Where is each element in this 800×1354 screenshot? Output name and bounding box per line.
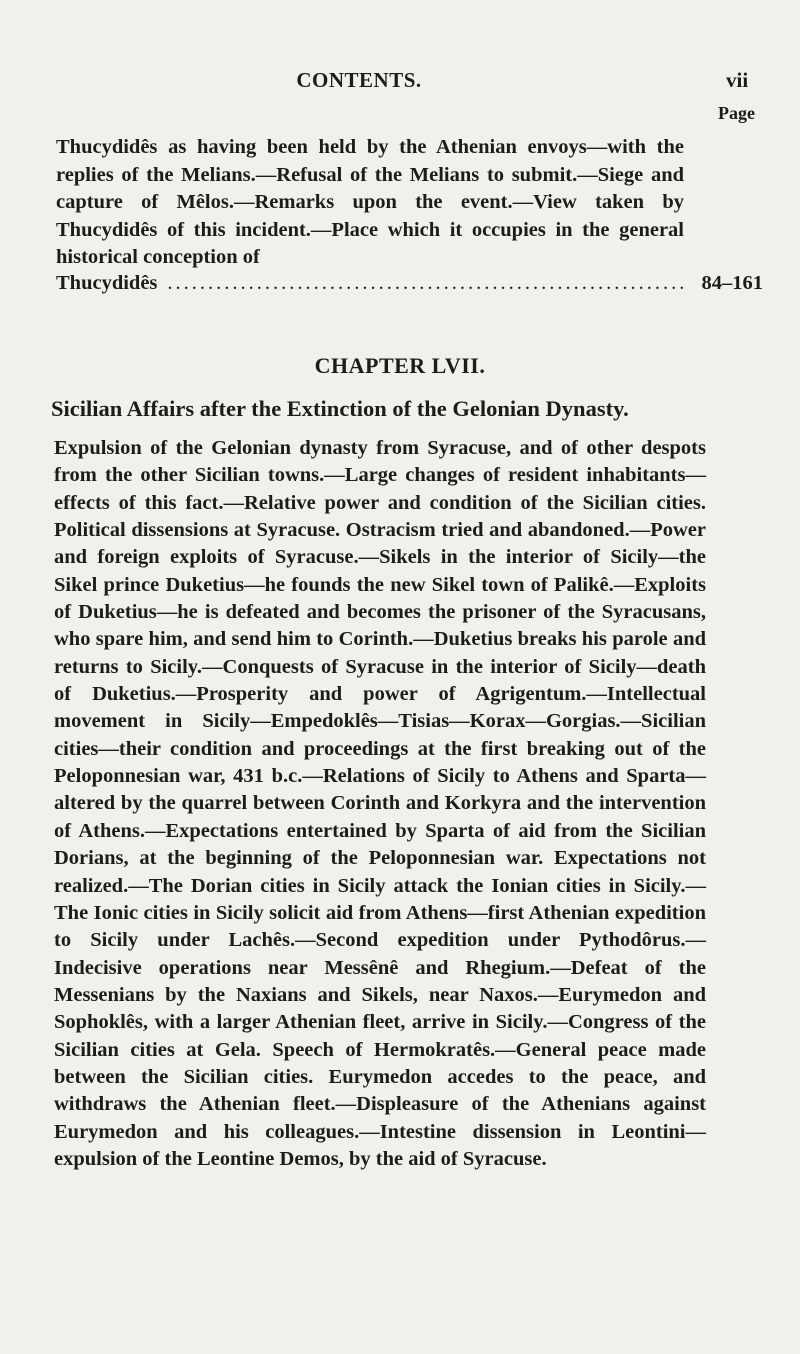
chapter-heading: CHAPTER LVII. [314, 353, 486, 378]
chapter-summary: Expulsion of the Gelonian dynasty from Syracuse, and of other despots from the other Sicilian towns.—Large changes of resident inhabitants—effects of this fact.—Relative power and condition of the Sicilian cities. Political dissensions at Syracuse. Ostracism tried and abandoned.—Power and foreign exploits of Syracuse.—Sikels in the interior of Sicily—the Sikel prince Duketius—he founds the new Sikel town of Palikê.—Exploits of Duketius—he is defeated and becomes the prisoner of the Syracusans, who spare him, and send him to Corinth.—Duketius breaks his parole and returns to Sicily.—Conquests of Syracuse in the interior of Sicily—death of Duketius.—Prosperity and power of Agrigentum.—Intellectual movement in Sicily—Empedoklês—Tisias—Korax—Gorgias.—Sicilian cities—their condition and proceedings at the first breaking out of the Peloponnesian war, 431 b.c.—Relations of Sicily to Athens and Sparta—altered by the quarrel between Corinth and Korkyra and the intervention of Athens.—Expectations entertained by Sparta of aid from the Sicilian Dorians, at the beginning of the Peloponnesian war. Expectations not realized.—The Dorian cities in Sicily attack the Ionian cities in Sicily.—The Ionic cities in Sicily solicit aid from Athens—first Athenian expedition to Sicily under Lachês.—Second expedition under Pythodôrus.—Indecisive operations near Messênê and Rhegium.—Defeat of the Messenians by the Naxians and Sikels, near Naxos.—Eurymedon and Sophoklês, with a larger Athenian fleet, arrive in Sicily.—Congress of the Sicilian cities at Gela. Speech of Hermokratês.—General peace made between the Sicilian cities. Eurymedon accedes to the peace, and withdraws the Athenian fleet.—Displeasure of the Athenians against Eurymedon and his colleagues.—Intestine dissension in Leontini—expulsion of the Leontine Demos, by the aid of Syracuse. [54, 437, 706, 1170]
page-range: 84–161 [701, 272, 763, 294]
toc-leader-line [56, 272, 763, 300]
chapter-subtitle: Sicilian Affairs after the Extinction of the Gelonian Dynasty. [51, 396, 629, 421]
page-number: vii [726, 68, 749, 92]
dot-leader: ................................................................ [167, 272, 688, 294]
previous-chapter-summary: Thucydidês as having been held by the Athenian envoys—with the replies of the Melians.—Refusal of the Melians to submit.—Siege and capture of Mêlos.—Remarks upon the event.—View taken by Thucydidês of this incident.—Place which it occupies in the general historical conception of [56, 136, 684, 268]
running-head: CONTENTS. [296, 68, 422, 92]
page-column-label: Page [718, 103, 755, 123]
leader-entry-text: Thucydidês [56, 272, 158, 294]
